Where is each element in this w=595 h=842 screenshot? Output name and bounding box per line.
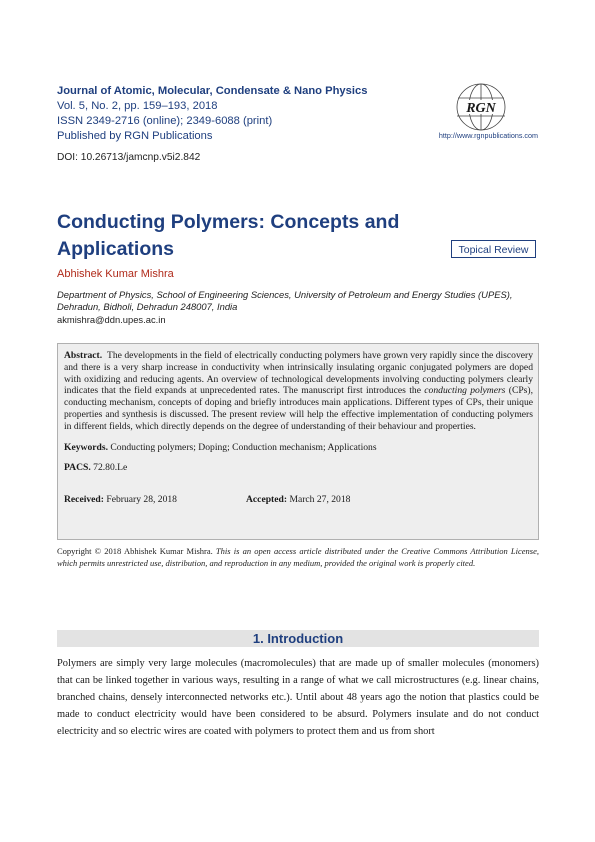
- copyright-plain: Copyright © 2018 Abhishek Kumar Mishra.: [57, 546, 216, 556]
- pacs-line: [64, 462, 533, 474]
- abstract-body-1: The developments in the field of electrically conducting polymers have grown very rapidly since the discovery and there is a very sharp increase in conductivity when intrinsically insulating organic conjugated polymers are doped with oxidizing and reducing agents. An overview of technological developments involving conducting polymers clearly indicates that the field expands at unprecedented rates. The manuscript first introduces the: [64, 350, 534, 397]
- paper-title: Conducting Polymers: Concepts and Applications: [57, 211, 400, 260]
- rgn-logo: [452, 81, 510, 133]
- abstract-box: [57, 343, 539, 540]
- abstract-body-italic: conducting polymers: [424, 385, 506, 397]
- introduction-paragraph: Polymers are simply very large molecules (macromolecules) that are made up of smaller molecules (monomers) that can be linked together in various ways, resulting in a range of what we call microstructures (e.g. linear chains, branched chains, densely interconnected networks etc.). Until about 48 years ago the notion that plastics could be made to conduct electricity would have been considered to be absurd. Polymers insulate and do not conduct electricity and so electric wires are coated with polymers to protect them and us from short: [57, 658, 539, 737]
- pacs-value: 72.80.Le: [93, 462, 128, 474]
- accepted-value: March 27, 2018: [289, 494, 351, 506]
- journal-info: [57, 84, 397, 144]
- copyright-license: This is an open access article distributed under the Creative Commons Attribution License, which permits unrestricted use, distribution, and reproduction in any medium, provided the original work is properly cited.: [57, 546, 539, 568]
- section-heading-bar: [57, 630, 539, 647]
- received-value: February 28, 2018: [106, 494, 177, 506]
- abstract-text: [64, 350, 533, 433]
- doi: DOI: 10.26713/jamcnp.v5i2.842: [57, 152, 201, 163]
- keywords-line: [64, 442, 533, 454]
- received-label: Received:: [64, 494, 104, 506]
- abstract-label: Abstract.: [64, 350, 103, 361]
- accepted-date: [246, 494, 350, 506]
- volume-line: Vol. 5, No. 2, pp. 159–193, 2018: [57, 100, 218, 112]
- logo-text: RGN: [466, 101, 496, 116]
- abstract-body-2: (CPs), conducting mechanism, concepts of doping and briefly introduces main applications. Different types of CPs, their unique properties and synthesis is discussed. The present review will help the effective implementation of conducting polymers in different fields, which directly depends on the degree of understanding of their behaviour and properties.: [64, 385, 534, 432]
- copyright-notice: [57, 546, 539, 569]
- publisher-line: Published by RGN Publications: [57, 130, 213, 142]
- author-email[interactable]: akmishra@ddn.upes.ac.in: [57, 314, 166, 325]
- dates-line: [64, 494, 533, 506]
- author-affiliation: Department of Physics, School of Engineering Sciences, University of Petroleum and Energy Studies (UPES), Dehradun, Bidholi, Dehradun 248007, India: [57, 289, 513, 313]
- keywords-value: Conducting polymers; Doping; Conduction mechanism; Applications: [110, 441, 377, 453]
- author-name: Abhishek Kumar Mishra: [57, 268, 174, 280]
- pacs-label: PACS.: [64, 462, 91, 474]
- accepted-label: Accepted:: [246, 494, 288, 506]
- received-date: [64, 494, 246, 506]
- journal-title: Journal of Atomic, Molecular, Condensate & Nano Physics: [57, 85, 368, 97]
- section-heading: 1. Introduction: [252, 631, 344, 646]
- keywords-label: Keywords.: [64, 441, 108, 453]
- article-type-badge: Topical Review: [451, 240, 536, 258]
- site-url[interactable]: http://www.rgnpublications.com: [438, 131, 538, 140]
- issn-line: ISSN 2349-2716 (online); 2349-6088 (print): [57, 115, 273, 127]
